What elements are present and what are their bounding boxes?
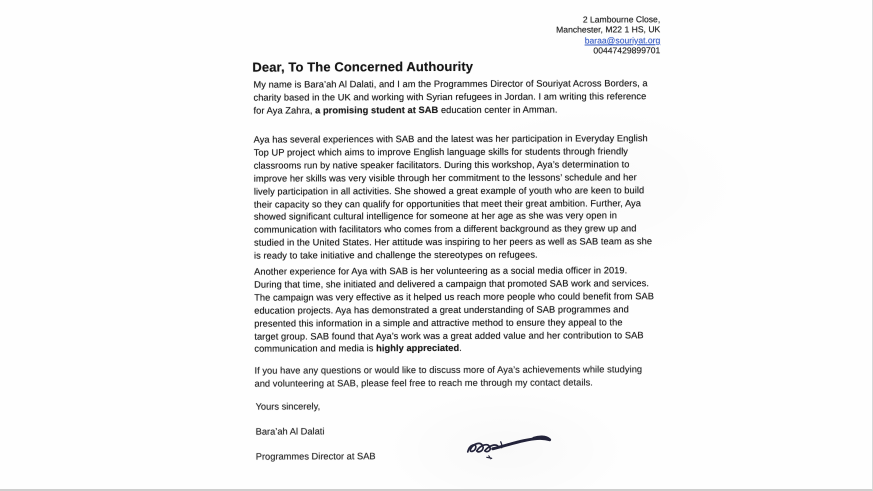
closing-salutation: Yours sincerely, — [255, 401, 321, 412]
salutation-heading: Dear, To The Concerned Authourity — [252, 58, 474, 75]
handwritten-signature-icon — [460, 433, 556, 463]
sender-phone: 00447429899701 — [593, 45, 661, 56]
paragraph-volunteering — [254, 264, 654, 356]
signatory-title: Programmes Director at SAB — [255, 451, 376, 462]
paragraph-contact-offer: If you have any questions or would like to discuss more of Aya’s achievements while studying and volunteering at SAB, please feel free to reach me through my contact details. — [254, 364, 643, 389]
intro-text: My name is Bara’ah Al Dalati, and I am the Programmes Director of Souriyat Across Borders, a charity based in the UK and working with Syrian refugees in Jordan. I am writing this reference for Aya Zahra, — [253, 78, 648, 116]
paragraph-english-program: Aya has several experiences with SAB and the latest was her participation in Everyday English Top UP project which aims to improve English language skills for students through friendly classrooms run by native speaker facilitators. During this workshop, Aya’s determination to improve her skills was very visible through her commitment to the lessons’ schedule and her lively participation in all activities. She showed a great example of youth who are keen to build their capacity so they can qualify for opportunities that meet their great ambition. Further, Aya showed significant cultural intelligence for someone at her age as she was very open in communication with facilitators who comes from a different background as they grew up and studied in the United States. Her attitude was inspiring to her peers as well as SAB team as she is ready to take initiative and challenge the stereotypes on refugees. — [253, 133, 653, 261]
sender-address-line2: Manchester, M22 1 HS, UK — [556, 24, 661, 35]
volunteering-text-end: . — [459, 343, 462, 354]
sender-email-link[interactable]: baraa@souriyat.org — [584, 35, 661, 46]
intro-text-end: education center in Amman. — [438, 104, 558, 115]
sender-contact-block — [556, 14, 660, 56]
volunteering-text: Another experience for Aya with SAB is her volunteering as a social media officer in 2019. During that time, she initiated and delivered a campaign that promoted SAB work and services. The campaign was very effective as it helped us reach more people who could benefit from SAB education projects. Aya has demonstrated a great understanding of SAB programmes and presented this information in a simple and attractive method to ensure they appeal to the target group. SAB found that Aya’s work was a great added value and her contribution to SAB communication and media is — [254, 265, 654, 355]
volunteering-emphasized-text: highly appreciated — [376, 343, 460, 354]
intro-emphasized-text: a promising student at SAB — [315, 104, 439, 116]
sender-address-line1: 2 Lambourne Close, — [582, 14, 661, 25]
signatory-name: Bara’ah Al Dalati — [255, 426, 325, 437]
paragraph-introduction — [253, 77, 647, 117]
